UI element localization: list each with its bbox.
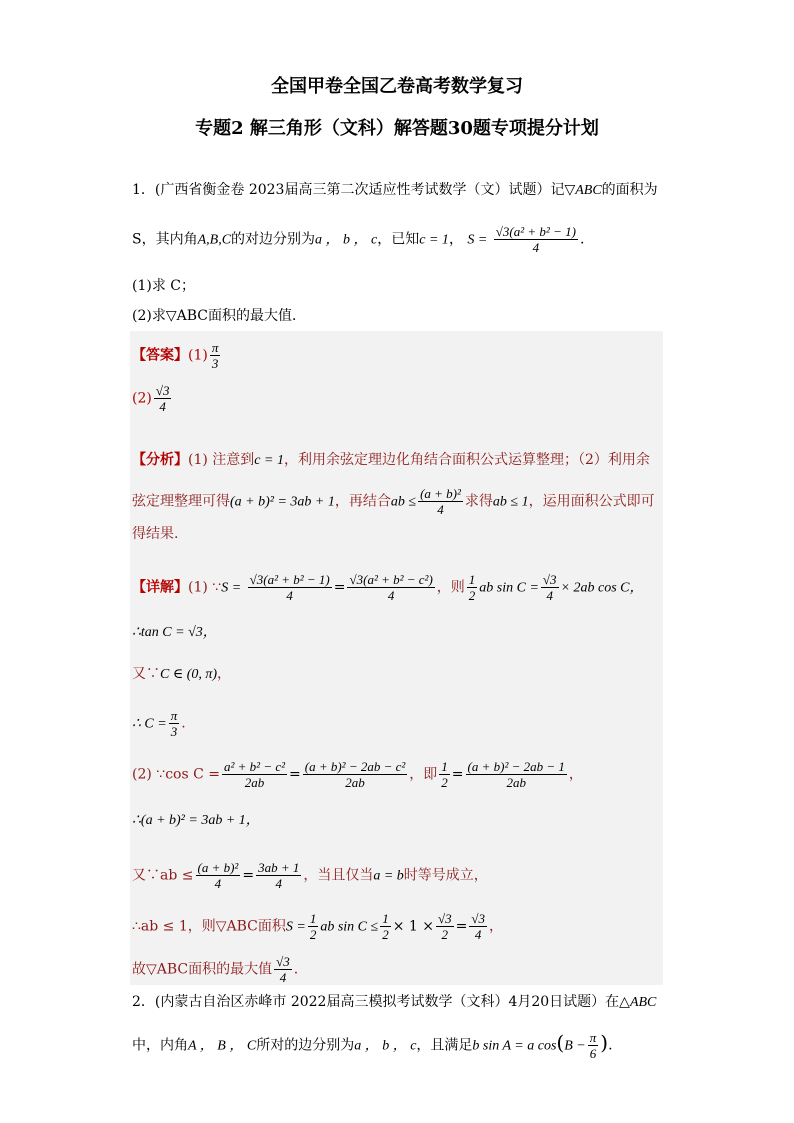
q1-detail-line2: ∴tan C = √3， — [132, 625, 217, 640]
q1-part2: (2)求▽ABC面积的最大值． — [132, 308, 306, 324]
q2-stem-line2: 中，内角A ， B ， C所对的边分别为a ， b ， c，且满足b sin A = a cos(B − $\frac{\pi}{6}$ ). — [132, 1030, 613, 1061]
document-subtitle: 专题2 解三角形（文科）解答题30题专项提分计划 — [195, 118, 599, 139]
q1-detail-line6: ∴(a + b)² = 3ab + 1， — [132, 813, 260, 828]
q1-part1: (1)求 C； — [132, 278, 195, 294]
q1-detail-line4: ∴ C = $\frac{\pi}{3}$ . — [132, 708, 186, 739]
q1-stem-line2: S，其内角A,B,C的对边分别为a ， b ， c，已知c = 1， S = $\frac{\text{√3(a² + b² − 1)}}{4}$ . — [132, 224, 585, 255]
q1-detail-line7: 又∵ab ≤ $\frac{\text{(a + b)²}}{4}$ = $\frac{3ab + 1}{4}$ ，当且仅当a = b时等号成立， — [132, 860, 488, 891]
q1-analysis-line2: 弦定理整理可得(a + b)² = 3ab + 1，再结合ab ≤ $\frac{\text{(a + b)²}}{4}$ 求得ab ≤ 1，运用面积公式即可 — [132, 486, 655, 517]
q1-detail-line8: ∴ab ≤ 1，则▽ABC面积S = $\frac{1}{2}$ ab sin C ≤ $\frac{1}{2}$ × 1 × $\frac{√3}{2}$ = $\frac{√3}{4}$ ， — [132, 911, 503, 942]
q2-stem-line1: 2．(内蒙古自治区赤峰市 2022届高三模拟考试数学（文科）4月20日试题）在△ABC — [132, 994, 657, 1010]
q1-answer-line2: (2) $\frac{√3}{4}$ — [132, 383, 170, 414]
q1-s-fraction: $\frac{\text{√3(a² + b² − 1)}}{4}$ — [495, 224, 576, 255]
document-title: 全国甲卷全国乙卷高考数学复习 — [271, 76, 523, 97]
q1-detail-line5: (2) ∵cos C = $\frac{\text{a² + b² − c²}}{2ab}$ = $\frac{\text{(a + b)² − 2ab − c²}}{2ab}$ ，即 $\frac{1}{2}$ = $\frac{\text{(a + b)² − 2ab − 1}}{2ab}$ ， — [132, 759, 583, 790]
q1-detail-line9: 故▽ABC面积的最大值 $\frac{√3}{4}$ . — [132, 954, 299, 985]
q1-analysis-line1: 【分析】(1) 注意到c = 1，利用余弦定理边化角结合面积公式运算整理；（2）利用余 — [132, 452, 650, 468]
q1-detail-line1: 【详解】(1) ∵S = $\frac{\text{√3(a² + b² − 1)}}{4}$ = $\frac{\text{√3(a² + b² − c²)}}{4}$ ，则 $\frac{1}{2}$ ab sin C = $\frac{√3}{4}$ × 2ab cos C， — [132, 572, 644, 603]
q1-answer-line1: 【答案】(1) $\frac{\pi}{3}$ — [132, 340, 219, 371]
q1-analysis-line3: 得结果. — [132, 526, 179, 542]
q1-detail-line3: 又∵C ∈ (0, π)， — [132, 666, 232, 682]
q1-stem-line1: 1．(广西省衡金卷 2023届高三第二次适应性考试数学（文）试题）记▽ABC的面积为 — [132, 182, 658, 198]
